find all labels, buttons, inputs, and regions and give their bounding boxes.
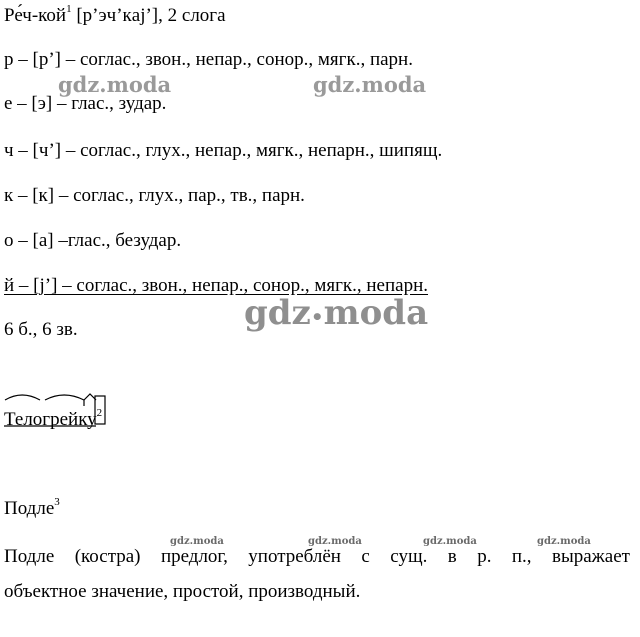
p1-word: с xyxy=(361,546,370,567)
watermark-small: gdz.moda xyxy=(537,536,591,547)
p1-word: сущ. xyxy=(390,546,428,567)
root-arc-2 xyxy=(45,395,84,400)
transcription: [р’эч’кaj’], 2 слога xyxy=(71,5,226,26)
sound-k-line: к – [к] – соглас., глух., пар., тв., парн. xyxy=(4,185,305,206)
sound-e-line: е – [э] – глас., зудар. xyxy=(4,93,167,114)
watermark-large: gdz•moda xyxy=(244,293,429,333)
sound-j-line: й – [j’] – соглас., звон., непар., сонор., мягк., непарн. xyxy=(4,275,429,296)
podle-heading xyxy=(4,496,60,519)
word-rechkoy: Ре́ч-кой xyxy=(4,5,67,26)
sound-r-line: р – [р’] – соглас., звон., непар., сонор., мягк., парн. xyxy=(4,49,413,70)
word-podle: Подле xyxy=(4,498,55,519)
watermark-small: gdz.moda xyxy=(170,536,224,547)
p1-word: (костра) xyxy=(74,546,141,567)
p1-word: Подле xyxy=(4,546,55,567)
footnote-2: 2 xyxy=(96,407,103,419)
watermark: gdz.moda xyxy=(58,72,172,97)
p1-word: в xyxy=(447,546,457,567)
watermark-small: gdz.moda xyxy=(308,536,362,547)
p1-word: п., xyxy=(511,546,532,567)
root-arc-1 xyxy=(5,395,40,400)
p1-word: предлог, xyxy=(160,546,228,567)
word-telogreyku: Телогрейку xyxy=(4,409,97,430)
telogreyku-line xyxy=(4,407,103,430)
sound-ch-line: ч – [ч’] – соглас., глух., непар., мягк., непарн., шипящ. xyxy=(4,140,443,161)
p1-word: употреблён xyxy=(248,546,341,567)
podle-paragraph-line-1 xyxy=(4,547,630,566)
sound-o-line: о – [а] –глас., безудар. xyxy=(4,230,182,251)
p1-word: р. xyxy=(477,546,492,567)
footnote-1: 1 xyxy=(66,3,72,15)
suffix-mark-2 xyxy=(84,394,96,400)
footnote-3: 3 xyxy=(54,496,60,508)
watermark: gdz.moda xyxy=(313,72,427,97)
p1-word: выражает xyxy=(552,546,630,567)
watermark-small: gdz.moda xyxy=(423,536,477,547)
summary-line: 6 б., 6 зв. xyxy=(4,319,78,340)
podle-paragraph-line-2: объектное значение, простой, производный. xyxy=(4,581,361,602)
word-header-line xyxy=(4,3,226,26)
